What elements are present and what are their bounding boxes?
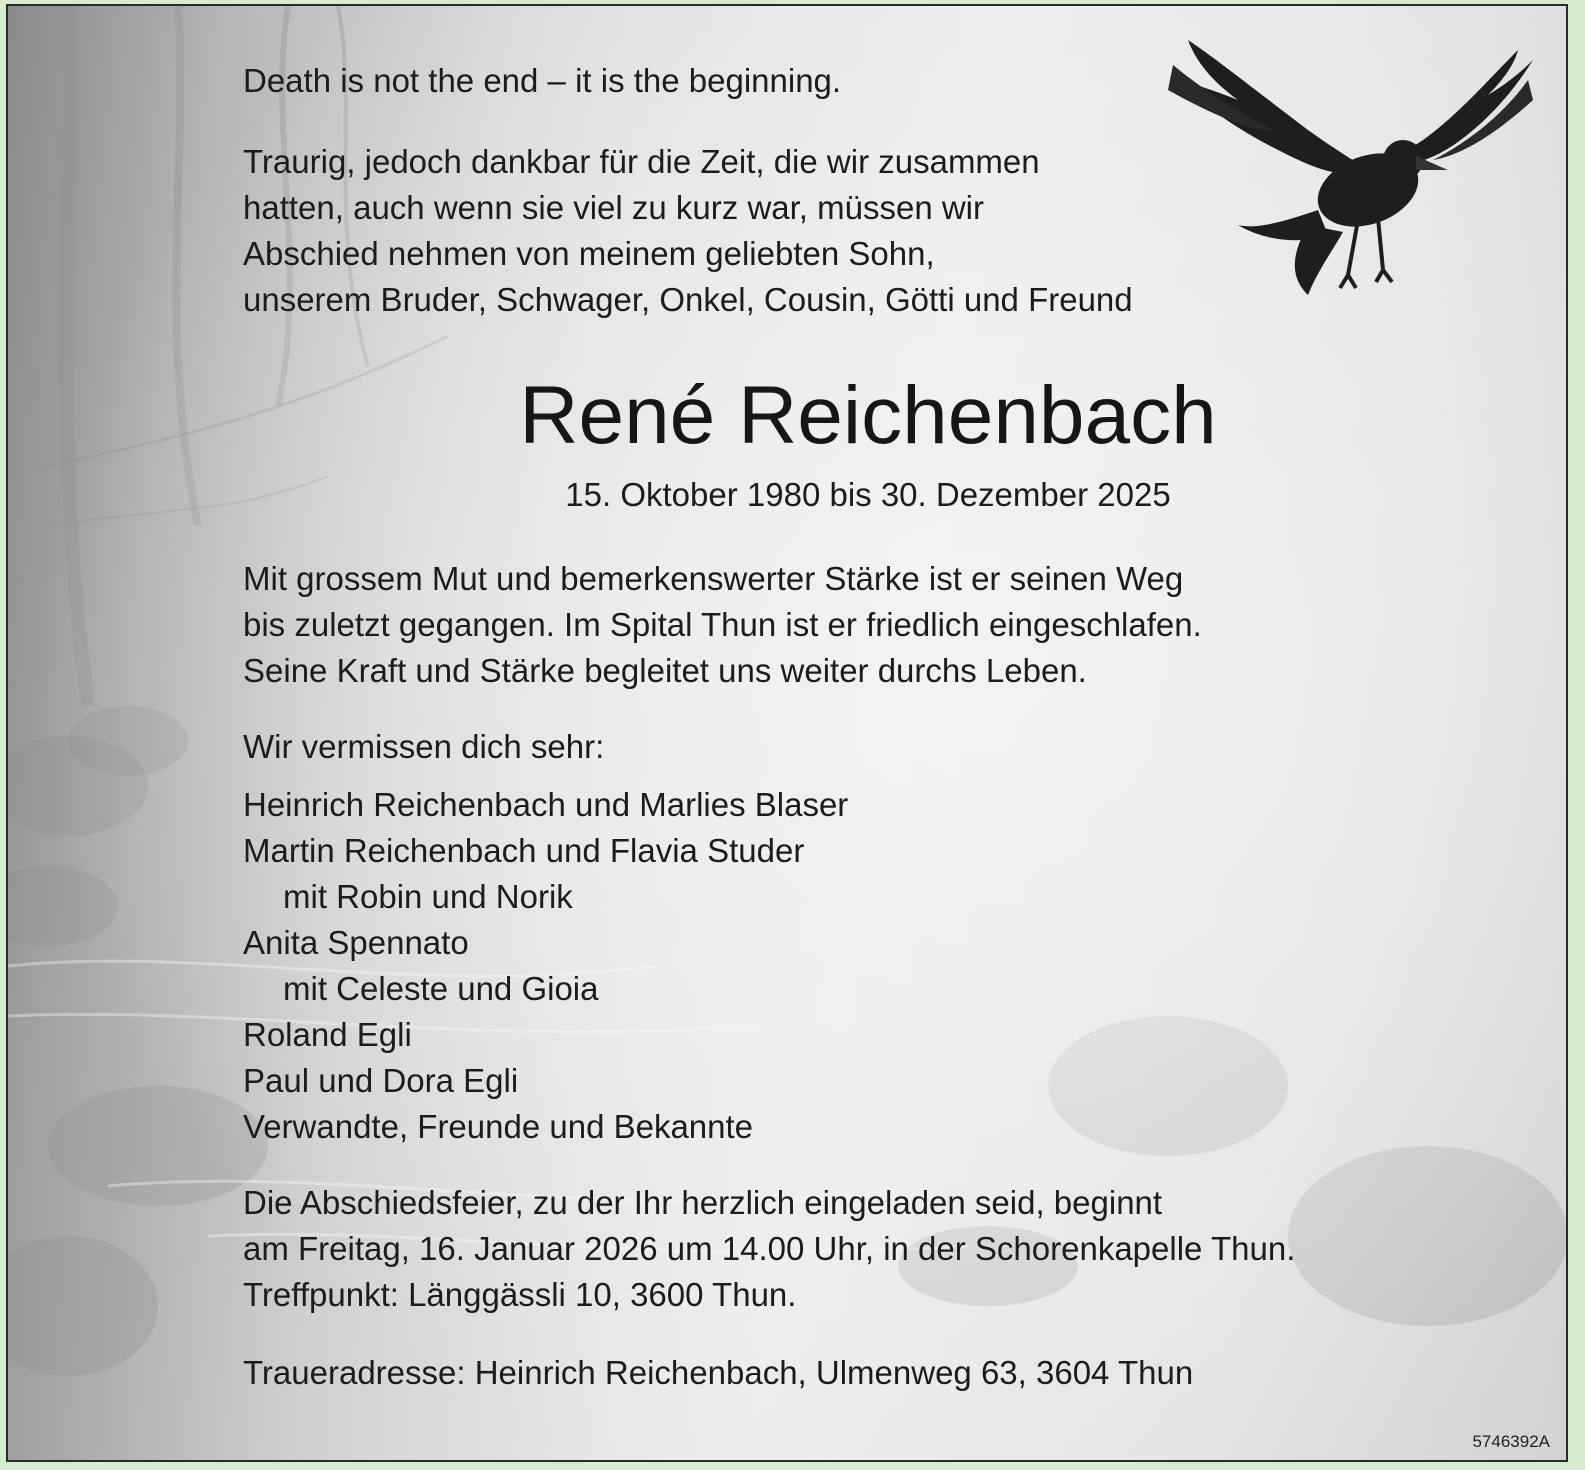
mourner-entry: Verwandte, Freunde und Bekannte	[243, 1108, 754, 1145]
life-dates: 15. Oktober 1980 bis 30. Dezember 2025	[565, 476, 1171, 513]
obituary-notice	[6, 4, 1568, 1462]
ceremony-paragraph	[243, 1180, 1295, 1318]
ceremony-line: Die Abschiedsfeier, zu der Ihr herzlich eingeladen seid, beginnt	[243, 1184, 1163, 1221]
intro-line: Traurig, jedoch dankbar für die Zeit, die wir zusammen	[243, 143, 1040, 180]
raven-illustration	[1158, 20, 1538, 310]
intro-line: hatten, auch wenn sie viel zu kurz war, müssen wir	[243, 189, 985, 226]
mourner-entry: mit Celeste und Gioia	[283, 970, 599, 1007]
mourning-address: Traueradresse: Heinrich Reichenbach, Ulmenweg 63, 3604 Thun	[243, 1354, 1194, 1391]
motto: Death is not the end – it is the beginning.	[243, 62, 842, 99]
tribute-paragraph	[243, 556, 1202, 694]
tribute-line: Seine Kraft und Stärke begleitet uns weiter durchs Leben.	[243, 652, 1087, 689]
tribute-line: bis zuletzt gegangen. Im Spital Thun ist er friedlich eingeschlafen.	[243, 606, 1202, 643]
mourner-entry: Paul und Dora Egli	[243, 1062, 519, 1099]
mourner-entry: mit Robin und Norik	[283, 878, 573, 915]
mourner-entry: Martin Reichenbach und Flavia Studer	[243, 832, 805, 869]
tribute-line: Mit grossem Mut und bemerkenswerter Stärke ist er seinen Weg	[243, 560, 1184, 597]
mourners-list	[243, 782, 848, 1150]
deceased-name: René Reichenbach	[519, 370, 1217, 461]
intro-line: unserem Bruder, Schwager, Onkel, Cousin, Götti und Freund	[243, 281, 1133, 318]
ceremony-line: am Freitag, 16. Januar 2026 um 14.00 Uhr, in der Schorenkapelle Thun.	[243, 1230, 1296, 1267]
mourner-entry: Anita Spennato	[243, 924, 469, 961]
reference-number: 5746392A	[1472, 1432, 1550, 1451]
ceremony-line: Treffpunkt: Länggässli 10, 3600 Thun.	[243, 1276, 797, 1313]
mourner-entry: Roland Egli	[243, 1016, 412, 1053]
mourner-entry: Heinrich Reichenbach und Marlies Blaser	[243, 786, 849, 823]
intro-paragraph	[243, 139, 1133, 323]
intro-line: Abschied nehmen von meinem geliebten Sohn,	[243, 235, 935, 272]
mourners-heading: Wir vermissen dich sehr:	[243, 728, 605, 765]
